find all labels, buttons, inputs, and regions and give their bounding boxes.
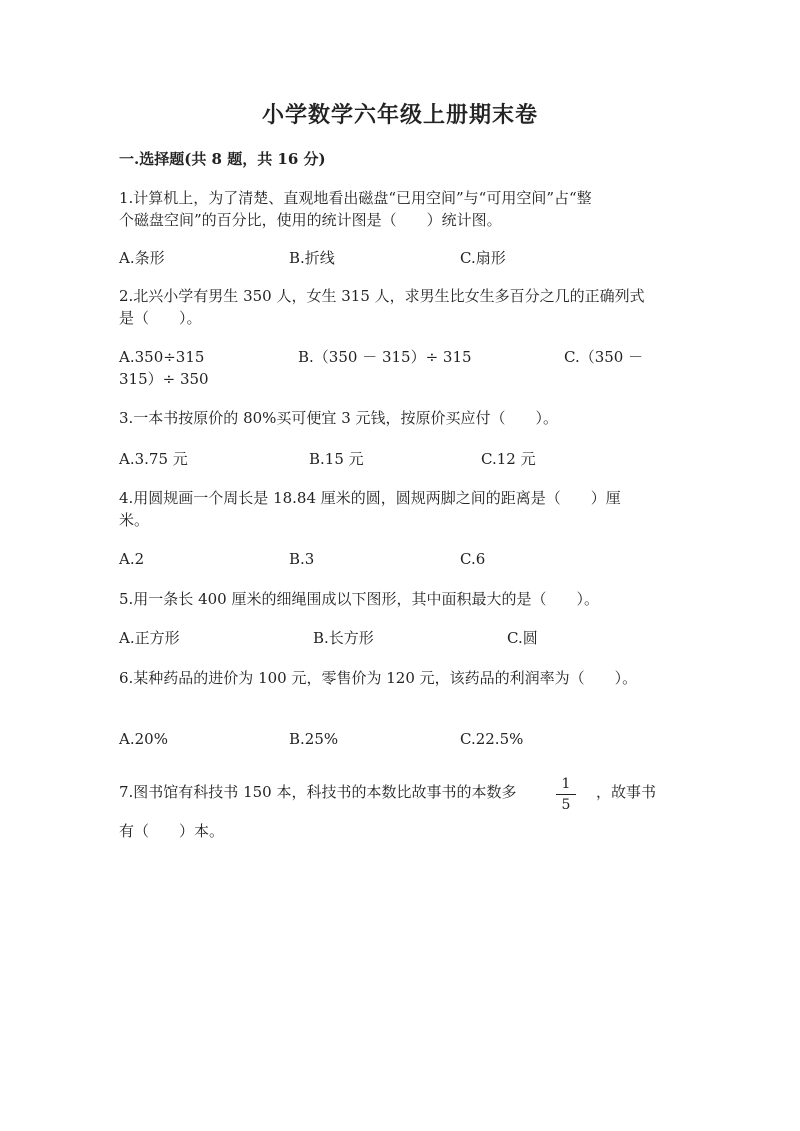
question-7-line-1-end: ，故事书 bbox=[596, 783, 657, 801]
question-3-option-b: B.15 元 bbox=[309, 450, 364, 468]
question-5-line-1: 5.用一条长 400 厘米的细绳围成以下图形，其中面积最大的是（ ）。 bbox=[119, 590, 599, 608]
question-3-option-c: C.12 元 bbox=[481, 450, 536, 468]
question-3-option-a: A.3.75 元 bbox=[119, 450, 188, 468]
question-4-option-a: A.2 bbox=[119, 550, 145, 568]
question-6-option-b: B.25% bbox=[289, 730, 339, 748]
question-1-option-a: A.条形 bbox=[119, 249, 165, 267]
question-2-option-b: B.（350 － 315）÷ 315 bbox=[298, 348, 472, 366]
question-6-line-1: 6.某种药品的进价为 100 元，零售价为 120 元，该药品的利润率为（ ）。 bbox=[119, 669, 638, 687]
question-4-line-2: 米。 bbox=[119, 511, 150, 529]
question-4 bbox=[119, 487, 679, 531]
question-3-options bbox=[119, 448, 679, 470]
question-2-options bbox=[119, 346, 679, 368]
question-1-line-1: 1.计算机上，为了清楚、直观地看出磁盘“已用空间”与“可用空间”占“整 bbox=[119, 189, 592, 207]
question-6 bbox=[119, 667, 679, 689]
question-1-option-c: C.扇形 bbox=[460, 249, 506, 267]
question-2-line-1: 2.北兴小学有男生 350 人，女生 315 人，求男生比女生多百分之几的正确列式 bbox=[119, 287, 645, 305]
section-heading: 一.选择题(共 8 题，共 16 分) bbox=[119, 150, 326, 168]
question-5-options bbox=[119, 627, 679, 649]
question-4-option-c: C.6 bbox=[460, 550, 486, 568]
question-1-options bbox=[119, 247, 679, 269]
question-2-option-c: C.（350 － bbox=[564, 348, 644, 366]
question-3 bbox=[119, 407, 679, 429]
question-1-line-2: 个磁盘空间”的百分比，使用的统计图是（ ）统计图。 bbox=[119, 211, 502, 229]
page-title: 小学数学六年级上册期末卷 bbox=[261, 102, 538, 128]
question-2 bbox=[119, 285, 679, 329]
question-1-option-b: B.折线 bbox=[289, 249, 335, 267]
question-2-option-c-continued: 315）÷ 350 bbox=[119, 370, 209, 388]
fraction-denominator: 5 bbox=[561, 797, 571, 813]
question-7-fraction bbox=[556, 775, 576, 814]
question-1 bbox=[119, 187, 679, 231]
question-6-option-c: C.22.5% bbox=[460, 730, 524, 748]
question-7-line-1-start: 7.图书馆有科技书 150 本，科技书的本数比故事书的本数多 bbox=[119, 783, 517, 801]
question-2-option-a: A.350÷315 bbox=[119, 348, 205, 366]
question-6-option-a: A.20% bbox=[119, 730, 168, 748]
question-5-option-c: C.圆 bbox=[507, 629, 538, 647]
question-5-option-b: B.长方形 bbox=[313, 629, 374, 647]
question-2-option-c-wrap bbox=[119, 368, 679, 390]
question-5 bbox=[119, 588, 679, 610]
fraction-numerator: 1 bbox=[556, 775, 576, 795]
question-5-option-a: A.正方形 bbox=[119, 629, 180, 647]
question-6-options bbox=[119, 728, 679, 750]
question-4-line-1: 4.用圆规画一个周长是 18.84 厘米的圆，圆规两脚之间的距离是（ ）厘 bbox=[119, 489, 621, 507]
question-3-line-1: 3.一本书按原价的 80%买可便宜 3 元钱，按原价买应付（ ）。 bbox=[119, 409, 559, 427]
question-4-option-b: B.3 bbox=[289, 550, 315, 568]
question-4-options bbox=[119, 548, 679, 570]
question-7 bbox=[119, 781, 679, 803]
question-2-line-2: 是（ ）。 bbox=[119, 309, 202, 327]
question-7-line-2: 有（ ）本。 bbox=[119, 822, 225, 840]
question-7-continued bbox=[119, 820, 679, 842]
